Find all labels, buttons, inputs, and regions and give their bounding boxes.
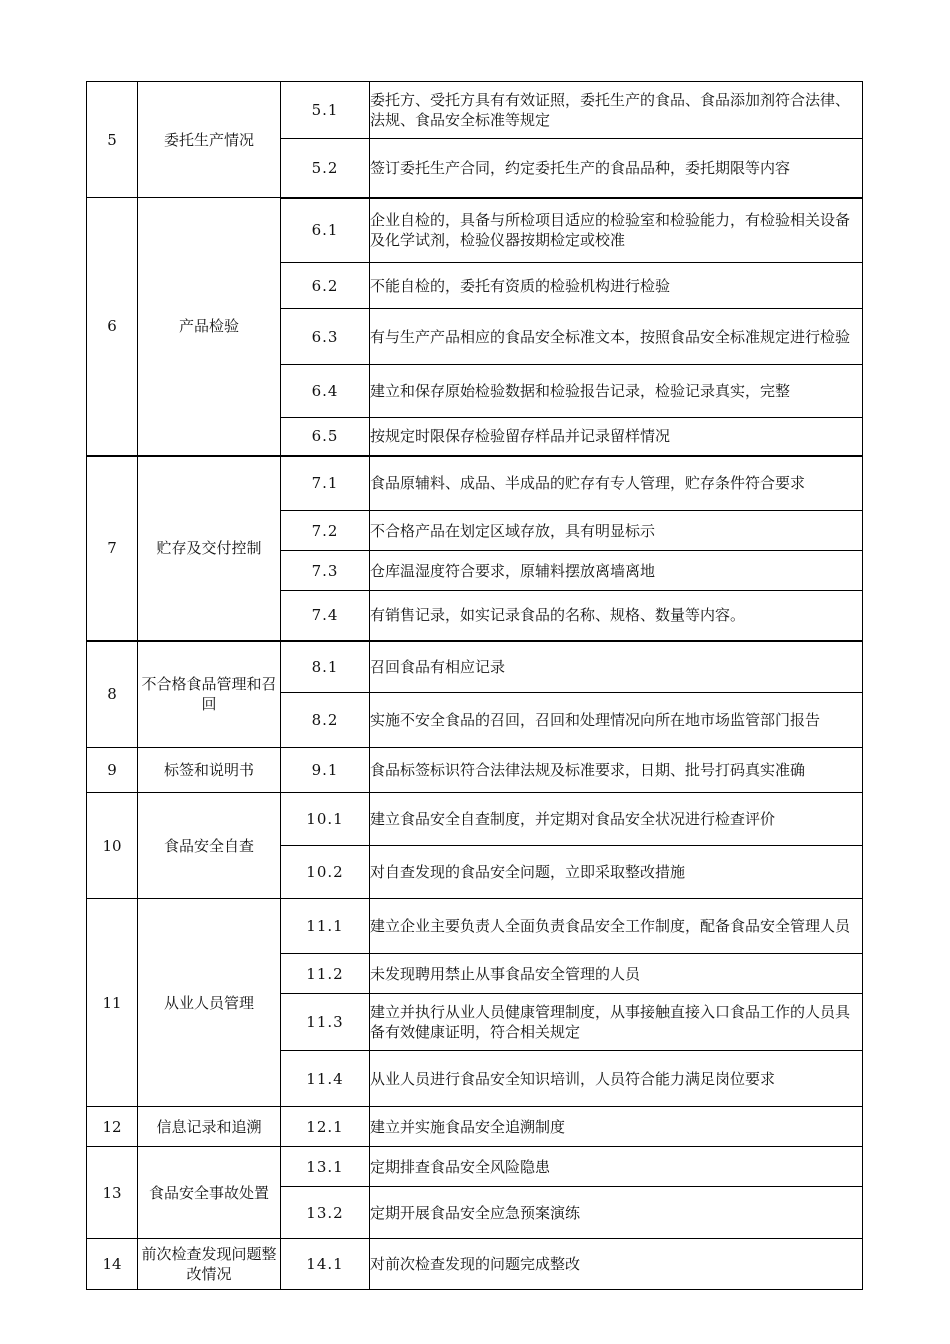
- item-requirement: 按规定时限保存检验留存样品并记录留样情况: [370, 418, 863, 456]
- group-number: 6: [87, 198, 138, 456]
- group-title: 不合格食品管理和召回: [138, 641, 281, 748]
- group-number: 13: [87, 1147, 138, 1239]
- group-title: 前次检查发现问题整改情况: [138, 1239, 281, 1290]
- group-title: 信息记录和追溯: [138, 1107, 281, 1147]
- group-number: 10: [87, 793, 138, 899]
- group-title: 产品检验: [138, 198, 281, 456]
- item-requirement: 建立并实施食品安全追溯制度: [370, 1107, 863, 1147]
- item-code: 6.4: [281, 365, 370, 418]
- group-number: 14: [87, 1239, 138, 1290]
- table-row: [87, 198, 863, 263]
- item-requirement: 从业人员进行食品安全知识培训，人员符合能力满足岗位要求: [370, 1051, 863, 1107]
- group-title: 委托生产情况: [138, 82, 281, 198]
- item-code: 10.2: [281, 846, 370, 899]
- group-number: 8: [87, 641, 138, 748]
- item-requirement: 实施不安全食品的召回，召回和处理情况向所在地市场监管部门报告: [370, 693, 863, 748]
- item-requirement: 未发现聘用禁止从事食品安全管理的人员: [370, 954, 863, 994]
- item-code: 14.1: [281, 1239, 370, 1290]
- item-requirement: 建立企业主要负责人全面负责食品安全工作制度，配备食品安全管理人员: [370, 899, 863, 954]
- group-title: 标签和说明书: [138, 748, 281, 793]
- item-code: 7.3: [281, 551, 370, 591]
- item-code: 8.1: [281, 641, 370, 693]
- item-code: 5.1: [281, 82, 370, 139]
- item-requirement: 定期排查食品安全风险隐患: [370, 1147, 863, 1187]
- item-requirement: 签订委托生产合同，约定委托生产的食品品种，委托期限等内容: [370, 139, 863, 198]
- item-code: 6.3: [281, 309, 370, 365]
- item-requirement: 不能自检的，委托有资质的检验机构进行检验: [370, 263, 863, 309]
- group-number: 12: [87, 1107, 138, 1147]
- item-code: 8.2: [281, 693, 370, 748]
- group-number: 9: [87, 748, 138, 793]
- item-requirement: 建立和保存原始检验数据和检验报告记录，检验记录真实，完整: [370, 365, 863, 418]
- item-code: 5.2: [281, 139, 370, 198]
- item-requirement: 建立食品安全自查制度，并定期对食品安全状况进行检查评价: [370, 793, 863, 846]
- table-row: [87, 793, 863, 846]
- table-row: [87, 1239, 863, 1290]
- table-row: [87, 641, 863, 693]
- item-requirement: 企业自检的，具备与所检项目适应的检验室和检验能力，有检验相关设备及化学试剂，检验仪器按期检定或校准: [370, 198, 863, 263]
- item-requirement: 定期开展食品安全应急预案演练: [370, 1187, 863, 1239]
- item-code: 13.1: [281, 1147, 370, 1187]
- table-row: [87, 1107, 863, 1147]
- item-requirement: 有与生产产品相应的食品安全标准文本，按照食品安全标准规定进行检验: [370, 309, 863, 365]
- group-number: 5: [87, 82, 138, 198]
- item-requirement: 建立并执行从业人员健康管理制度，从事接触直接入口食品工作的人员具备有效健康证明，符合相关规定: [370, 994, 863, 1051]
- item-requirement: 对前次检查发现的问题完成整改: [370, 1239, 863, 1290]
- item-code: 7.4: [281, 591, 370, 641]
- item-requirement: 仓库温湿度符合要求，原辅料摆放离墙离地: [370, 551, 863, 591]
- group-number: 7: [87, 456, 138, 641]
- item-requirement: 食品标签标识符合法律法规及标准要求，日期、批号打码真实准确: [370, 748, 863, 793]
- item-code: 9.1: [281, 748, 370, 793]
- item-requirement: 召回食品有相应记录: [370, 641, 863, 693]
- item-code: 6.1: [281, 198, 370, 263]
- group-number: 11: [87, 899, 138, 1107]
- item-code: 7.1: [281, 456, 370, 511]
- item-code: 11.2: [281, 954, 370, 994]
- item-requirement: 不合格产品在划定区域存放，具有明显标示: [370, 511, 863, 551]
- item-requirement: 对自查发现的食品安全问题，立即采取整改措施: [370, 846, 863, 899]
- table-row: [87, 748, 863, 793]
- item-code: 6.5: [281, 418, 370, 456]
- table-row: [87, 82, 863, 139]
- group-title: 贮存及交付控制: [138, 456, 281, 641]
- item-code: 11.3: [281, 994, 370, 1051]
- item-code: 10.1: [281, 793, 370, 846]
- item-code: 6.2: [281, 263, 370, 309]
- item-requirement: 委托方、受托方具有有效证照，委托生产的食品、食品添加剂符合法律、法规、食品安全标准等规定: [370, 82, 863, 139]
- group-title: 食品安全事故处置: [138, 1147, 281, 1239]
- group-title: 从业人员管理: [138, 899, 281, 1107]
- item-code: 11.4: [281, 1051, 370, 1107]
- table-row: [87, 899, 863, 954]
- item-code: 11.1: [281, 899, 370, 954]
- table-row: [87, 456, 863, 511]
- table-row: [87, 1147, 863, 1187]
- item-requirement: 有销售记录，如实记录食品的名称、规格、数量等内容。: [370, 591, 863, 641]
- item-code: 7.2: [281, 511, 370, 551]
- item-code: 12.1: [281, 1107, 370, 1147]
- item-requirement: 食品原辅料、成品、半成品的贮存有专人管理，贮存条件符合要求: [370, 456, 863, 511]
- group-title: 食品安全自查: [138, 793, 281, 899]
- item-code: 13.2: [281, 1187, 370, 1239]
- inspection-checklist-table: [86, 81, 863, 1290]
